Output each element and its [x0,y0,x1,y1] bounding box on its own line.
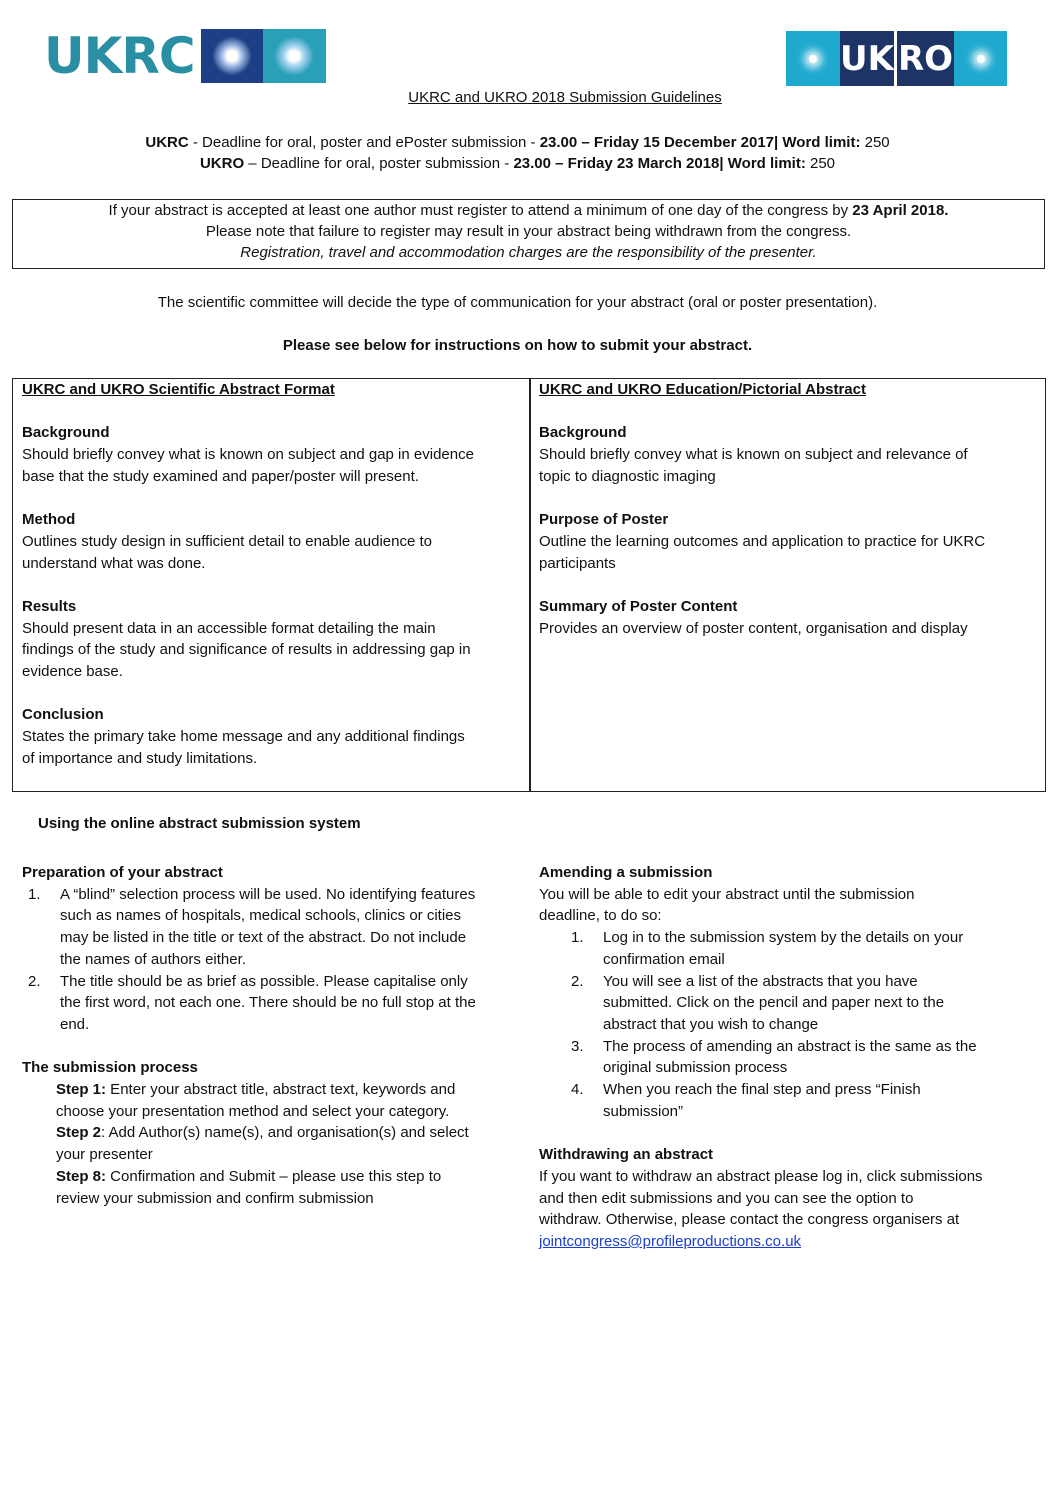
notice-line-3-text: Registration, travel and accommodation charges are the responsibility of the presenter. [240,244,817,261]
section-title: Purpose of Poster [539,511,669,529]
withdrawing-line: withdraw. Otherwise, please contact the congress organisers at [539,1211,960,1229]
step-line: choose your presentation method and select your category. [56,1102,450,1120]
deadline-ukro-org: UKRO [199,155,245,172]
deadline-ukrc [0,134,1035,151]
section-line: base that the study examined and paper/poster will present. [22,467,419,485]
section-line: topic to diagnostic imaging [539,467,716,485]
list-line: submission” [603,1102,684,1120]
step-text: Confirmation and Submit – please use this step to [106,1167,442,1185]
scientific-section [22,422,474,487]
section-title: Background [539,424,627,442]
list-item [539,1036,1039,1079]
list-line: Log in to the submission system by the details on your [603,929,964,947]
section-line: findings of the study and significance of results in addressing gap in [22,641,471,659]
step-line: your presenter [56,1146,153,1164]
list-line: confirmation email [603,950,725,968]
list-line: submitted. Click on the pencil and paper next to the [603,994,945,1012]
list-line: abstract that you wish to change [603,1015,819,1033]
ukrc-logo-tiles [201,29,326,83]
list-line: may be listed in the title or text of the abstract. Do not include [60,929,467,947]
step-text: Enter your abstract title, abstract text, keywords and [106,1081,456,1099]
list-number: 3. [571,1037,584,1055]
notice-line-1-text: If your abstract is accepted at least one author must register to attend a minimum of one day of the congress by [108,202,853,219]
list-number: 1. [28,885,41,903]
page-title: UKRC and UKRO 2018 Submission Guidelines [408,89,722,106]
withdrawing-line: and then edit submissions and you can see the option to [539,1189,914,1207]
list-line: The process of amending an abstract is the same as the [603,1037,977,1055]
list-line: the names of authors either. [60,950,246,968]
section-line: Outlines study design in sufficient detail to enable audience to [22,532,432,550]
withdrawing-line: If you want to withdraw an abstract please log in, click submissions [539,1167,983,1185]
deadline-ukrc-date: 23.00 – Friday 15 December 2017| Word limit: [539,134,865,151]
education-format-heading: UKRC and UKRO Education/Pictorial Abstract [539,381,866,398]
ukrc-logo-text: UKRC [44,27,195,85]
list-item [539,1079,1039,1122]
amending-title: Amending a submission [539,864,713,881]
notice-line-1 [13,200,1044,221]
abstract-format-table [12,378,1046,792]
list-line: When you reach the final step and press “Finish [603,1081,921,1099]
section-line: States the primary take home message and any additional findings [22,728,465,746]
withdrawing-title: Withdrawing an abstract [539,1146,714,1164]
deadline-ukrc-limit: 250 [864,134,890,151]
list-line: You will see a list of the abstracts that you have [603,972,918,990]
ukro-logo [786,31,1007,86]
section-title: Method [22,511,76,529]
table-divider [529,379,531,791]
step-label: Step 2 [56,1124,102,1142]
step-line: review your submission and confirm submission [56,1189,374,1207]
email-line [539,1231,1039,1253]
list-number: 2. [28,972,41,990]
step-item [22,1122,522,1165]
step-line [56,1079,522,1101]
deadline-ukrc-org: UKRC [145,134,189,151]
notice-line-2: Please note that failure to register may result in your abstract being withdrawn from the congress. [205,223,852,240]
list-line: A “blind” selection process will be used. No identifying features [60,885,476,903]
deadline-ukro [0,155,1035,172]
step-text: : Add Author(s) name(s), and organisation(s) and select [101,1124,469,1142]
scientific-section [22,509,474,574]
scientific-format-column [22,379,474,770]
ukro-logo-ro: RO [897,31,954,86]
section-line: Outline the learning outcomes and application to practice for UKRC [539,532,986,550]
section-title: Conclusion [22,706,104,724]
step-item [22,1166,522,1209]
online-system-title: Using the online abstract submission system [38,815,361,832]
education-format-column [539,379,985,639]
education-section [539,509,985,574]
deadline-ukro-text: – Deadline for oral, poster submission - [244,155,514,172]
section-line: understand what was done. [22,554,206,572]
list-line: such as names of hospitals, medical schools, clinics or cities [60,907,462,925]
list-line: original submission process [603,1059,788,1077]
section-title: Results [22,597,77,615]
list-number: 4. [571,1081,584,1099]
committee-note: The scientific committee will decide the type of communication for your abstract (oral or poster presentation). [157,294,878,311]
right-lower-column [539,862,1039,1253]
list-line: the first word, not each one. There should be no full stop at the [60,994,476,1012]
ukrc-logo [44,28,326,84]
section-title: Summary of Poster Content [539,597,738,615]
list-line: end. [60,1015,90,1033]
step-item [22,1079,522,1122]
list-item [539,927,1039,970]
step-label: Step 1: [56,1081,107,1099]
section-line: Provides an overview of poster content, organisation and display [539,619,968,637]
star-icon [786,31,840,86]
starburst-icon [263,29,326,83]
list-line: The title should be as brief as possible. Please capitalise only [60,972,468,990]
section-line: Should briefly convey what is known on subject and gap in evidence [22,446,474,464]
step-line [56,1166,522,1188]
preparation-title: Preparation of your abstract [22,864,223,881]
registration-notice [12,199,1045,269]
list-number: 1. [571,929,584,947]
step-label: Step 8: [56,1167,107,1185]
section-line: of importance and study limitations. [22,749,258,767]
star-icon [954,31,1007,86]
ukro-logo-uk: UK [840,31,894,86]
scientific-section [22,596,474,683]
list-item [539,971,1039,1036]
starburst-icon [201,29,263,83]
list-number: 2. [571,972,584,990]
section-line: evidence base. [22,663,123,681]
education-section [539,596,985,639]
notice-date: 23 April 2018. [852,202,949,219]
deadline-ukrc-text: - Deadline for oral, poster and ePoster submission - [188,134,540,151]
process-title: The submission process [22,1059,198,1077]
deadline-ukro-date: 23.00 – Friday 23 March 2018| Word limit: [513,155,810,172]
amending-intro-line: deadline, to do so: [539,907,662,925]
notice-line-3 [13,242,1044,263]
contact-email-link[interactable]: jointcongress@profileproductions.co.uk [539,1232,802,1250]
scientific-section [22,704,474,769]
deadline-ukro-limit: 250 [809,155,836,172]
amending-intro-line: You will be able to edit your abstract until the submission [539,885,915,903]
section-line: participants [539,554,616,572]
list-item [22,971,522,1036]
section-title: Background [22,424,110,442]
left-lower-column [22,862,522,1209]
instructions-note: Please see below for instructions on how to submit your abstract. [282,337,753,354]
section-line: Should briefly convey what is known on subject and relevance of [539,446,968,464]
education-section [539,422,985,487]
list-item [22,884,522,971]
step-line [56,1122,522,1144]
section-line: Should present data in an accessible format detailing the main [22,619,436,637]
scientific-format-heading: UKRC and UKRO Scientific Abstract Format [22,381,335,398]
